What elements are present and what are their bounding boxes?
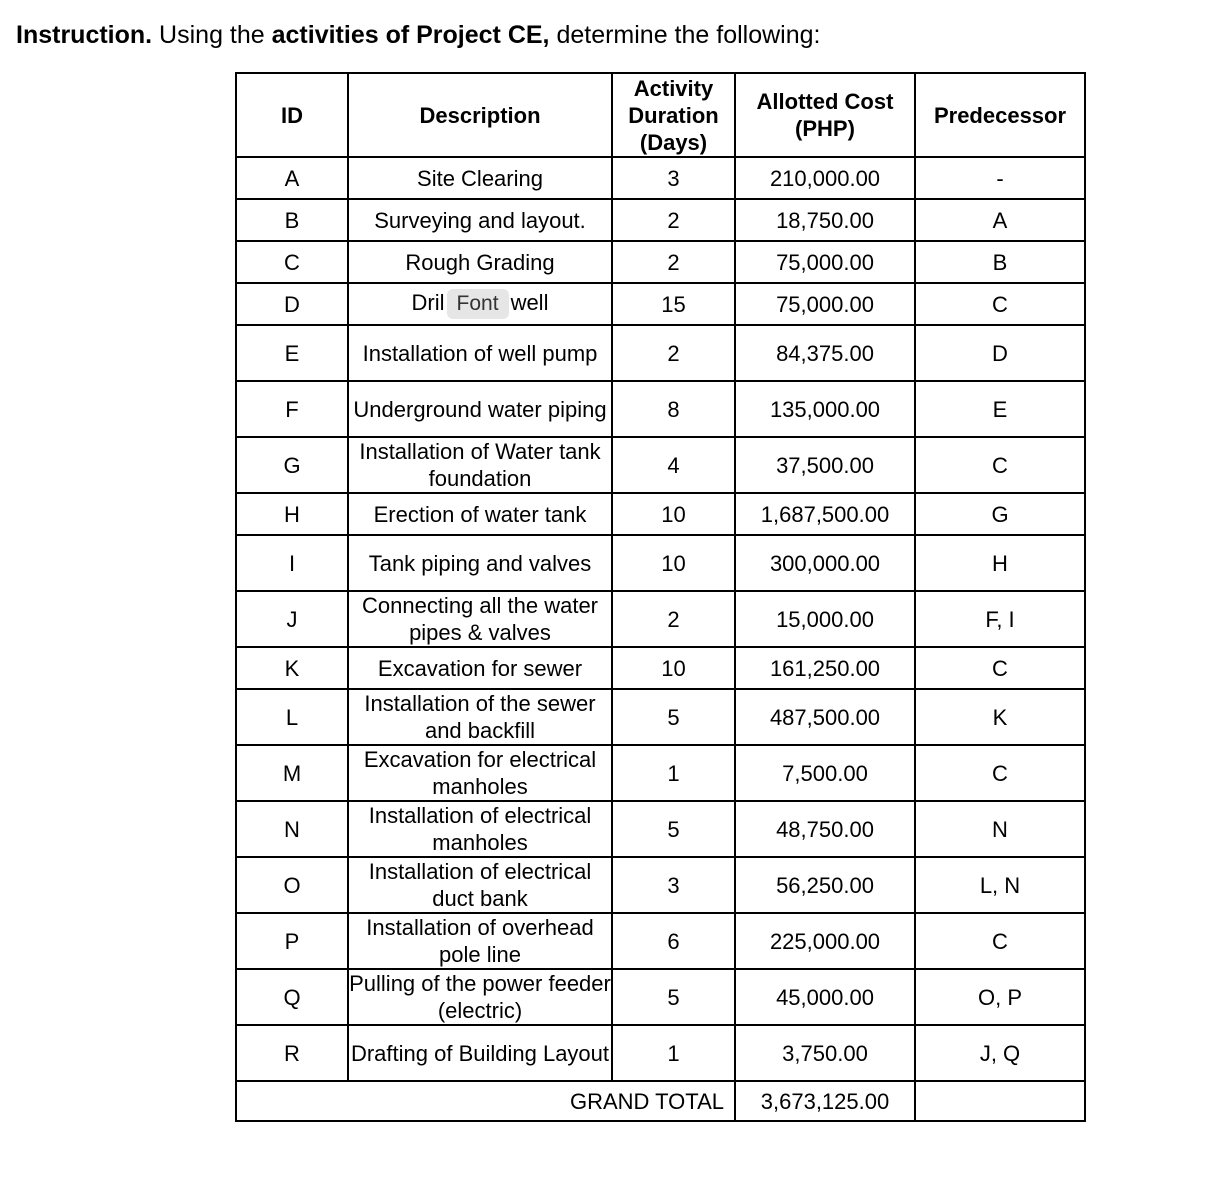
cell-predecessor: C — [915, 283, 1085, 325]
table-row — [236, 969, 1085, 1025]
cell-description: Excavation for electrical manholes — [348, 745, 612, 801]
cell-id: J — [236, 591, 348, 647]
cell-id: M — [236, 745, 348, 801]
cell-duration: 10 — [612, 647, 735, 689]
cell-cost: 75,000.00 — [735, 241, 915, 283]
cell-duration: 3 — [612, 157, 735, 199]
table-row — [236, 493, 1085, 535]
cell-cost: 84,375.00 — [735, 325, 915, 381]
grand-total-label: GRAND TOTAL — [236, 1081, 735, 1121]
cell-description: Pulling of the power feeder (electric) — [349, 971, 611, 1023]
cell-description: Installation of electrical manholes — [348, 801, 612, 857]
cell-id: E — [236, 325, 348, 381]
cell-cost: 37,500.00 — [735, 437, 915, 493]
cell-id: R — [236, 1025, 348, 1081]
cell-predecessor: B — [915, 241, 1085, 283]
cell-id: B — [236, 199, 348, 241]
cell-predecessor: L, N — [915, 857, 1085, 913]
cell-duration: 2 — [612, 199, 735, 241]
table-row — [236, 745, 1085, 801]
cell-duration: 6 — [612, 913, 735, 969]
cell-duration: 2 — [612, 325, 735, 381]
grand-total-cost: 3,673,125.00 — [735, 1081, 915, 1121]
cell-cost: 56,250.00 — [735, 857, 915, 913]
instruction-part-1: Using the — [152, 21, 272, 49]
table-row — [236, 1025, 1085, 1081]
cell-predecessor: - — [915, 157, 1085, 199]
cell-id: Q — [236, 969, 348, 1025]
cell-duration: 5 — [612, 969, 735, 1025]
instruction-text — [16, 18, 820, 52]
cell-description: Rough Grading — [348, 241, 612, 283]
cell-duration: 8 — [612, 381, 735, 437]
table-row — [236, 591, 1085, 647]
cell-duration: 10 — [612, 535, 735, 591]
cell-description: Drafting of Building Layout — [348, 1025, 612, 1081]
description-text-end: well — [510, 290, 549, 315]
cell-predecessor: J, Q — [915, 1025, 1085, 1081]
cell-description: Surveying and layout. — [348, 199, 612, 241]
table-row — [236, 535, 1085, 591]
header-id: ID — [236, 73, 348, 157]
table-row — [236, 199, 1085, 241]
cell-id: C — [236, 241, 348, 283]
cell-cost: 3,750.00 — [735, 1025, 915, 1081]
cell-id: N — [236, 801, 348, 857]
cell-predecessor: C — [915, 745, 1085, 801]
cell-cost: 225,000.00 — [735, 913, 915, 969]
cell-cost: 15,000.00 — [735, 591, 915, 647]
cell-duration: 5 — [612, 801, 735, 857]
table-row — [236, 647, 1085, 689]
cell-id: F — [236, 381, 348, 437]
instruction-bold: activities of Project CE, — [271, 21, 550, 49]
header-row — [236, 73, 1085, 157]
cell-id: D — [236, 283, 348, 325]
cell-predecessor: K — [915, 689, 1085, 745]
cell-cost: 300,000.00 — [735, 535, 915, 591]
cell-description: Underground water piping — [348, 381, 612, 437]
cell-duration: 5 — [612, 689, 735, 745]
cell-id: I — [236, 535, 348, 591]
cell-predecessor: C — [915, 647, 1085, 689]
cell-description: Installation of the sewer and backfill — [348, 689, 612, 745]
cell-cost: 7,500.00 — [735, 745, 915, 801]
cell-id: G — [236, 437, 348, 493]
cell-predecessor: C — [915, 913, 1085, 969]
cell-predecessor: E — [915, 381, 1085, 437]
cell-description: Installation of well pump — [348, 325, 612, 381]
cell-description: Site Clearing — [348, 157, 612, 199]
cell-duration: 3 — [612, 857, 735, 913]
table-row — [236, 801, 1085, 857]
cell-predecessor: N — [915, 801, 1085, 857]
cell-cost: 18,750.00 — [735, 199, 915, 241]
cell-duration: 4 — [612, 437, 735, 493]
cell-description: Excavation for sewer — [348, 647, 612, 689]
cell-predecessor: D — [915, 325, 1085, 381]
cell-id: H — [236, 493, 348, 535]
cell-predecessor: A — [915, 199, 1085, 241]
cell-duration: 2 — [612, 591, 735, 647]
cell-duration: 2 — [612, 241, 735, 283]
table-row — [236, 381, 1085, 437]
cell-description: Tank piping and valves — [348, 535, 612, 591]
cell-description — [348, 283, 612, 325]
header-duration: Activity Duration (Days) — [612, 73, 735, 157]
grand-total-empty-cell — [915, 1081, 1085, 1121]
cell-id: L — [236, 689, 348, 745]
header-predecessor: Predecessor — [915, 73, 1085, 157]
cell-cost: 1,687,500.00 — [735, 493, 915, 535]
cell-description: Installation of Water tank foundation — [348, 437, 612, 493]
table-row — [236, 689, 1085, 745]
cell-predecessor: C — [915, 437, 1085, 493]
cell-duration: 1 — [612, 1025, 735, 1081]
table-row — [236, 241, 1085, 283]
cell-cost: 45,000.00 — [735, 969, 915, 1025]
cell-id: P — [236, 913, 348, 969]
cell-id: K — [236, 647, 348, 689]
cell-description: Installation of overhead pole line — [348, 913, 612, 969]
font-tooltip: Font — [447, 289, 509, 319]
header-description: Description — [348, 73, 612, 157]
table-row — [236, 283, 1085, 325]
header-cost: Allotted Cost (PHP) — [735, 73, 915, 157]
cell-cost: 48,750.00 — [735, 801, 915, 857]
cell-cost: 210,000.00 — [735, 157, 915, 199]
cell-duration: 10 — [612, 493, 735, 535]
cell-cost: 75,000.00 — [735, 283, 915, 325]
instruction-lead: Instruction. — [16, 21, 153, 49]
cell-cost: 135,000.00 — [735, 381, 915, 437]
table-row — [236, 913, 1085, 969]
grand-total-row — [236, 1081, 1085, 1121]
cell-description: Erection of water tank — [348, 493, 612, 535]
cell-duration: 1 — [612, 745, 735, 801]
table-row — [236, 857, 1085, 913]
instruction-part-2: determine the following: — [549, 21, 821, 49]
cell-cost: 161,250.00 — [735, 647, 915, 689]
cell-predecessor: H — [915, 535, 1085, 591]
activities-table — [235, 72, 1086, 1122]
table-row — [236, 325, 1085, 381]
cell-id: A — [236, 157, 348, 199]
table-row — [236, 157, 1085, 199]
cell-description: Connecting all the water pipes & valves — [348, 591, 612, 647]
cell-predecessor: G — [915, 493, 1085, 535]
cell-cost: 487,500.00 — [735, 689, 915, 745]
cell-predecessor: F, I — [915, 591, 1085, 647]
description-text-start: Dril — [411, 290, 445, 315]
table-row — [236, 437, 1085, 493]
cell-description: Installation of electrical duct bank — [348, 857, 612, 913]
cell-duration: 15 — [612, 283, 735, 325]
cell-predecessor: O, P — [915, 969, 1085, 1025]
cell-id: O — [236, 857, 348, 913]
